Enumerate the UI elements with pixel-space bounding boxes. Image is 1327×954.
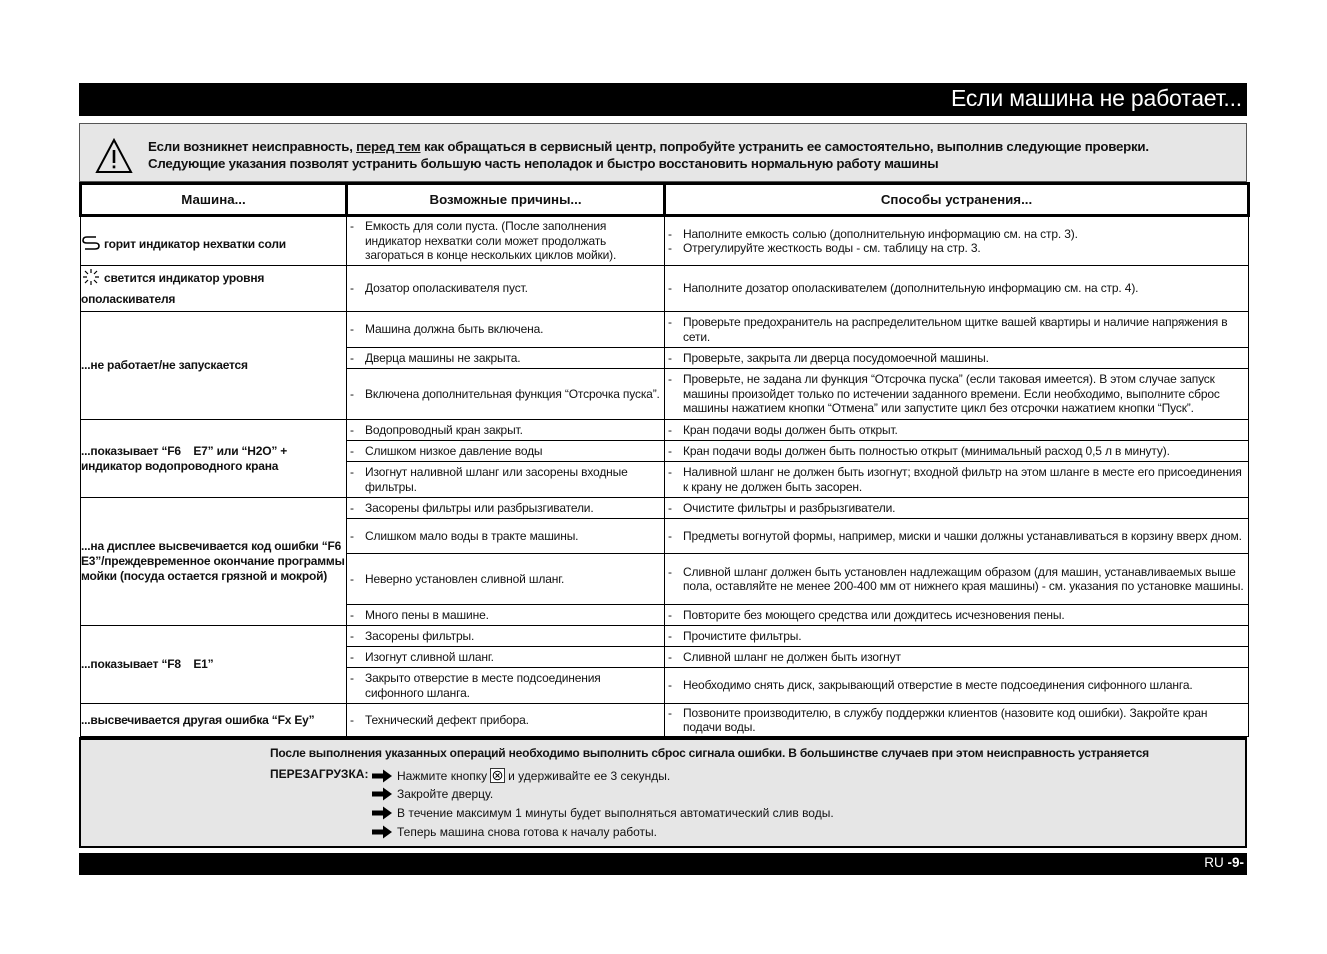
- possible-cause: [347, 498, 665, 519]
- possible-cause: [347, 605, 665, 626]
- possible-cause: [347, 462, 665, 498]
- remedy-text: Наливной шланг не должен быть изогнут; входной фильтр на этом шланге в месте его присоединения к крану не должен быть засорен.: [683, 465, 1242, 494]
- possible-cause: [347, 312, 665, 348]
- bullet-dash: -: [668, 422, 672, 437]
- remedy: [665, 519, 1249, 554]
- remedy: [665, 420, 1249, 441]
- bullet-dash: -: [668, 564, 672, 579]
- cause-text: Много пены в машине.: [365, 607, 489, 622]
- possible-cause: [347, 519, 665, 554]
- remedy: [665, 554, 1249, 605]
- remedy-text: Сливной шланг не должен быть изогнут: [683, 649, 901, 664]
- table-row: [81, 312, 1249, 348]
- bullet-dash: -: [668, 705, 672, 720]
- warning-line-2: Следующие указания позволят устранить большую часть неполадок и быстро восстановить нормальную работу машины: [148, 156, 939, 171]
- machine-symptom: [81, 312, 347, 420]
- table-row: [81, 266, 1249, 312]
- possible-cause: [347, 668, 665, 704]
- remedy: [665, 369, 1249, 420]
- cause-text: Засорены фильтры.: [365, 628, 475, 643]
- possible-cause: [347, 554, 665, 605]
- bullet-dash: -: [668, 649, 672, 664]
- arrow-right-icon: [371, 825, 393, 839]
- footer-bar: [79, 853, 1247, 875]
- remedy-text: Позвоните производителю, в службу поддержки клиентов (назовите код ошибки). Закройте кран подачи воды.: [683, 705, 1208, 734]
- bullet-dash: -: [350, 422, 354, 437]
- page-number: RU -9-: [1204, 855, 1244, 870]
- bullet-dash: -: [350, 571, 354, 586]
- bullet-dash: -: [350, 607, 354, 622]
- remedy: [665, 647, 1249, 668]
- bullet-dash: -: [668, 678, 672, 693]
- remedy-text: Кран подачи воды должен быть полностью открыт (минимальный расход 0,5 л в минуту).: [683, 443, 1170, 458]
- reset-step-2: Закройте дверцу.: [371, 787, 493, 801]
- remedy-text: Очистите фильтры и разбрызгиватели.: [683, 500, 896, 515]
- reset-step-4: Теперь машина снова готова к началу работы.: [371, 825, 657, 839]
- warning-line-1: Если возникнет неисправность, перед тем как обращаться в сервисный центр, попробуйте устранить ее самостоятельно, выполнив следующие проверки.: [148, 139, 1149, 154]
- cancel-key-icon: [490, 768, 505, 783]
- cause-text: Дозатор ополаскивателя пуст.: [365, 281, 528, 296]
- remedy: [665, 498, 1249, 519]
- cause-text: Засорены фильтры или разбрызгиватели.: [365, 500, 594, 515]
- bullet-dash: -: [668, 281, 672, 296]
- remedy: [665, 441, 1249, 462]
- bullet-dash: -: [668, 315, 672, 329]
- bullet-dash: -: [350, 465, 354, 479]
- bullet-dash: -: [350, 528, 354, 543]
- reset-step-3: В течение максимум 1 минуты будет выполняться автоматический слив воды.: [371, 806, 834, 820]
- cause-text: Машина должна быть включена.: [365, 322, 544, 337]
- cause-text: Включена дополнительная функция “Отсрочка пуска”.: [365, 386, 660, 401]
- remedy: [665, 626, 1249, 647]
- machine-symptom-text: светится индикатор уровня ополаскивателя: [81, 270, 268, 306]
- bullet-dash: -: [668, 528, 672, 543]
- machine-symptom: [81, 626, 347, 704]
- bullet-dash: -: [668, 350, 672, 365]
- bullet-dash: -: [350, 712, 354, 727]
- table-header-row: [81, 184, 1249, 216]
- remedy-text: Наполните емкость солью (дополнительную информацию см. на стр. 3).: [683, 226, 1078, 241]
- bullet-dash: -: [350, 386, 354, 401]
- possible-cause: [347, 348, 665, 369]
- remedy: [665, 312, 1249, 348]
- possible-cause: [347, 704, 665, 737]
- page-title: Если машина не работает...: [950, 85, 1242, 111]
- machine-symptom-text: горит индикатор нехватки соли: [104, 236, 286, 251]
- bullet-dash: -: [668, 500, 672, 515]
- machine-symptom-text: ...высвечивается другая ошибка “Fx Ey”: [81, 712, 315, 727]
- header-remedies: Способы устранения...: [665, 184, 1249, 216]
- machine-symptom-text: ...на дисплее высвечивается код ошибки “F6 E3”/преждевременное окончание программы мойки (посуда остается грязной и мокрой): [81, 539, 354, 583]
- bullet-dash: -: [350, 350, 354, 365]
- machine-symptom: [81, 266, 347, 312]
- remedy: [665, 216, 1249, 266]
- possible-cause: [347, 369, 665, 420]
- remedy-text: Предметы вогнутой формы, например, миски и чашки должны устанавливаться в корзину вверх дном.: [683, 528, 1242, 543]
- cause-text: Неверно установлен сливной шланг.: [365, 571, 565, 586]
- arrow-right-icon: [371, 769, 393, 783]
- table-row: [81, 420, 1249, 441]
- bullet-dash: -: [668, 443, 672, 458]
- arrow-right-icon: [371, 806, 393, 820]
- header-machine: Машина...: [81, 184, 347, 216]
- remedy: [665, 348, 1249, 369]
- remedy-text: Повторите без моющего средства или дождитесь исчезновения пены.: [683, 607, 1065, 622]
- warning-text: [148, 138, 1149, 172]
- cause-text: Водопроводный кран закрыт.: [365, 422, 523, 437]
- cause-text: Слишком низкое давление воды: [365, 443, 543, 458]
- bullet-dash: -: [668, 241, 672, 255]
- salt-indicator-icon: [81, 234, 101, 252]
- possible-cause: [347, 626, 665, 647]
- machine-symptom: [81, 216, 347, 266]
- remedy-text: Проверьте, не задана ли функция “Отсрочка пуска” (если таковая имеется). В этом случае запуск машины произойдет только по истечении заданного времени. Если необходимо, выполните сброс машины нажатием кнопки “Отмена” или запустите цикл без отсрочки нажатием кнопки “Пуск”.: [683, 372, 1220, 416]
- reset-step-1: Нажмите кнопку и удерживайте ее 3 секунды.: [371, 768, 670, 783]
- bullet-dash: -: [668, 465, 672, 479]
- machine-symptom-text: ...не работает/не запускается: [81, 358, 248, 372]
- rinse-aid-indicator-icon: [81, 268, 101, 286]
- warning-icon: [95, 138, 133, 174]
- machine-symptom: [81, 420, 347, 498]
- machine-symptom: [81, 498, 354, 626]
- cause-text: Слишком мало воды в тракте машины.: [365, 528, 579, 543]
- troubleshooting-table: [79, 182, 1250, 737]
- reset-instructions-box: [79, 737, 1247, 848]
- bullet-dash: -: [668, 226, 672, 241]
- bullet-dash: -: [350, 500, 354, 515]
- remedy-text: Проверьте, закрыта ли дверца посудомоечной машины.: [683, 350, 989, 365]
- bullet-dash: -: [350, 628, 354, 643]
- possible-cause: [347, 216, 665, 266]
- bullet-dash: -: [350, 649, 354, 664]
- bullet-dash: -: [350, 671, 354, 685]
- cause-text: Изогнут сливной шланг.: [365, 649, 494, 664]
- header-causes: Возможные причины...: [347, 184, 665, 216]
- possible-cause: [347, 647, 665, 668]
- machine-symptom-text: ...показывает “F6 E7” или “H2O” + индикатор водопроводного крана: [81, 443, 291, 473]
- possible-cause: [347, 420, 665, 441]
- arrow-right-icon: [371, 787, 393, 801]
- bullet-dash: -: [668, 372, 672, 387]
- remedy: [665, 462, 1249, 498]
- remedy: [665, 704, 1249, 737]
- remedy: [665, 266, 1249, 312]
- cause-text: Емкость для соли пуста. (После заполнения индикатор нехватки соли может продолжать загораться в конце нескольких циклов мойки).: [365, 219, 617, 263]
- table-row: [81, 498, 1249, 519]
- table-row: [81, 626, 1249, 647]
- reset-intro-text: После выполнения указанных операций необходимо выполнить сброс сигнала ошибки. В большинстве случаев при этом неисправность устраняется: [270, 746, 1149, 760]
- cause-text: Технический дефект прибора.: [365, 712, 529, 727]
- reset-label: ПЕРЕЗАГРУЗКА:: [270, 767, 369, 781]
- possible-cause: [347, 266, 665, 312]
- remedy-text: Прочистите фильтры.: [683, 628, 802, 643]
- remedy-text: Необходимо снять диск, закрывающий отверстие в месте подсоединения сифонного шланга.: [683, 678, 1193, 693]
- header-bar: [79, 83, 1247, 116]
- cause-text: Изогнут наливной шланг или засорены входные фильтры.: [365, 465, 628, 494]
- remedy: [665, 668, 1249, 704]
- bullet-dash: -: [350, 322, 354, 337]
- remedy-text: Наполните дозатор ополаскивателем (дополнительную информацию см. на стр. 4).: [683, 281, 1139, 296]
- bullet-dash: -: [668, 607, 672, 622]
- bullet-dash: -: [350, 219, 354, 234]
- cause-text: Закрыто отверстие в месте подсоединения сифонного шланга.: [365, 671, 601, 700]
- remedy-text: Проверьте предохранитель на распределительном щитке вашей квартиры и наличие напряжения в сети.: [683, 315, 1228, 344]
- remedy-text: Отрегулируйте жесткость воды - см. таблицу на стр. 3.: [683, 241, 981, 255]
- remedy-text: Кран подачи воды должен быть открыт.: [683, 422, 898, 437]
- table-row: [81, 704, 1249, 737]
- machine-symptom: [81, 704, 347, 737]
- table-row: [81, 216, 1249, 266]
- possible-cause: [347, 441, 665, 462]
- remedy: [665, 605, 1249, 626]
- bullet-dash: -: [350, 443, 354, 458]
- warning-box: [79, 123, 1247, 182]
- bullet-dash: -: [668, 628, 672, 643]
- bullet-dash: -: [350, 281, 354, 296]
- machine-symptom-text: ...показывает “F8 E1”: [81, 657, 214, 671]
- cause-text: Дверца машины не закрыта.: [365, 350, 521, 365]
- remedy-text: Сливной шланг должен быть установлен надлежащим образом (для машин, устанавливаемых выше пола, оставляйте не менее 200-400 мм от нижнего края машины) - см. указания по установке машины.: [683, 564, 1244, 593]
